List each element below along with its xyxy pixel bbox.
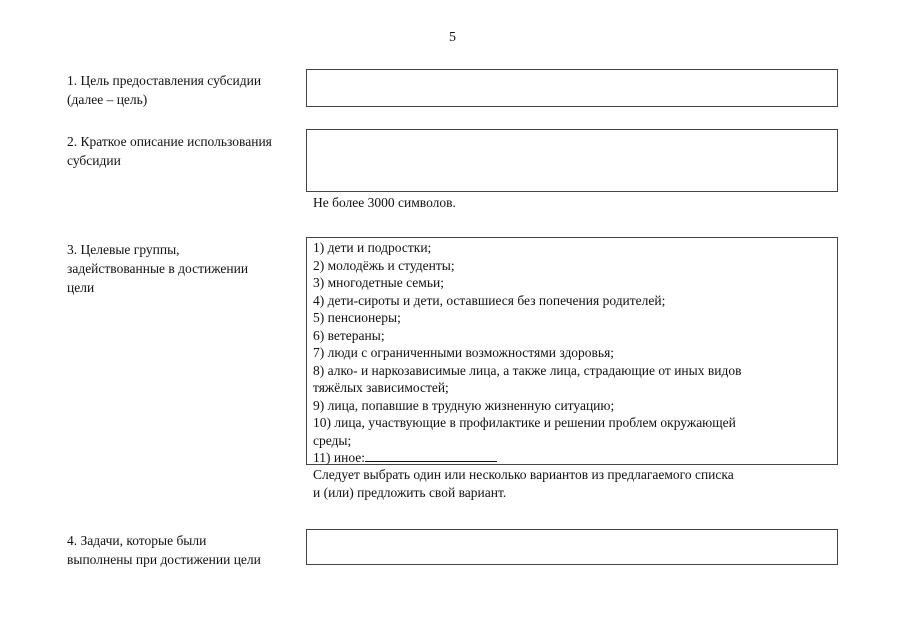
page-number: 5 — [449, 30, 456, 45]
option-other-label: 11) иное: — [313, 450, 365, 465]
option-orphans[interactable]: 4) дети-сироты и дети, оставшиеся без попечения родителей; — [313, 292, 666, 308]
option-other[interactable] — [313, 449, 837, 467]
option-disabled[interactable]: 7) люди с ограниченными возможностями здоровья; — [313, 345, 615, 360]
description-field[interactable] — [306, 129, 838, 192]
description-label — [67, 132, 272, 170]
target-groups-note-line: Следует выбрать один или несколько вариантов из предлагаемого списка — [313, 467, 734, 482]
option-youth[interactable]: 2) молодёжь и студенты; — [313, 257, 455, 273]
option-veterans[interactable]: 6) ветераны; — [313, 327, 385, 343]
target-groups-label — [67, 240, 248, 297]
option-hardship[interactable]: 9) лица, попавшие в трудную жизненную ситуацию; — [313, 397, 615, 413]
description-label-line: субсидии — [67, 153, 121, 168]
option-large-families[interactable]: 3) многодетные семьи; — [313, 275, 444, 290]
option-pensioners[interactable]: 5) пенсионеры; — [313, 310, 401, 325]
description-label-line: 2. Краткое описание использования — [67, 134, 272, 149]
target-groups-label-line: 3. Целевые группы, — [67, 242, 180, 257]
option-addicted-cont[interactable]: тяжёлых зависимостей; — [313, 380, 449, 395]
option-other-input[interactable] — [365, 450, 497, 462]
goal-label — [67, 71, 261, 109]
tasks-field[interactable] — [306, 529, 838, 565]
target-groups-list[interactable] — [306, 237, 838, 465]
tasks-label — [67, 531, 261, 569]
tasks-label-line: 4. Задачи, которые были — [67, 533, 207, 548]
description-note: Не более 3000 символов. — [313, 195, 456, 210]
target-groups-label-line: цели — [67, 280, 95, 295]
option-children[interactable]: 1) дети и подростки; — [313, 240, 432, 255]
goal-label-line: (далее – цель) — [67, 92, 148, 107]
option-addicted[interactable]: 8) алко- и наркозависимые лица, а также лица, страдающие от иных видов — [313, 362, 742, 378]
target-groups-label-line: задействованные в достижении — [67, 261, 249, 276]
tasks-label-line: выполнены при достижении цели — [67, 552, 261, 567]
option-environment[interactable]: 10) лица, участвующие в профилактике и решении проблем окружающей — [313, 415, 736, 430]
target-groups-note-line: и (или) предложить свой вариант. — [313, 485, 507, 500]
goal-label-line: 1. Цель предоставления субсидии — [67, 73, 262, 88]
target-groups-note — [313, 466, 734, 502]
goal-field[interactable] — [306, 69, 838, 107]
option-environment-cont[interactable]: среды; — [313, 432, 352, 448]
